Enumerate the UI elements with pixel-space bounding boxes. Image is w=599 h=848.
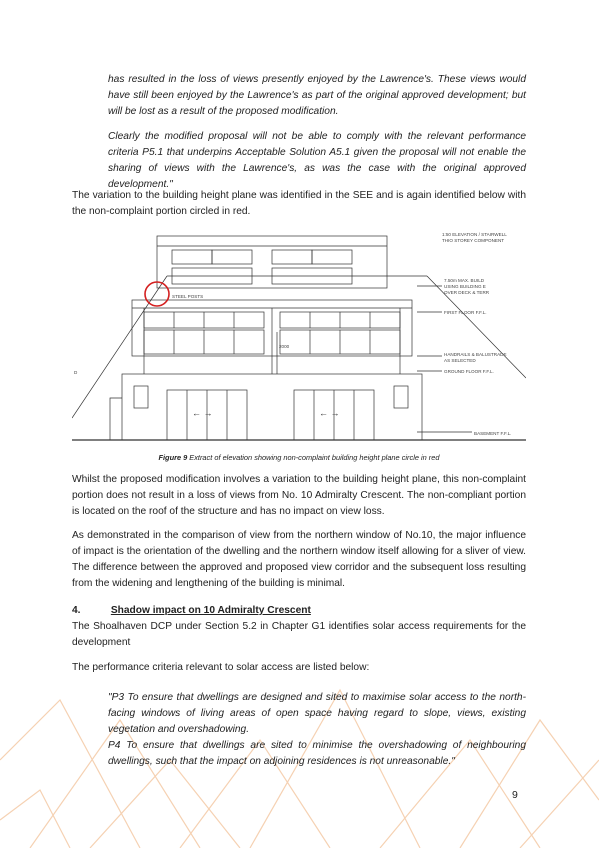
section-heading bbox=[72, 605, 311, 616]
page-number: 9 bbox=[512, 789, 518, 801]
label-top-right-small: 1:50 ELEVATION / STAIRWELL bbox=[442, 232, 507, 237]
figure-caption-text: Extract of elevation showing non-complaint building height plane circle in red bbox=[189, 453, 440, 462]
label-handrails-2: AS SELECTED bbox=[444, 358, 476, 363]
elevation-drawing bbox=[72, 228, 526, 450]
quote-paragraph-1: has resulted in the loss of views presently enjoyed by the Lawrence's. These views would have still been enjoyed by the Lawrence's as part of the original approved development; but will be lost as a result of the proposed modification. bbox=[108, 74, 526, 117]
door-arrows-left: ← → bbox=[192, 408, 213, 418]
section-title: Shadow impact on 10 Admiralty Crescent bbox=[110, 605, 311, 616]
criteria-paragraph: The performance criteria relevant to solar access are listed below: bbox=[72, 662, 370, 673]
section-number: 4. bbox=[72, 605, 81, 616]
label-max-height-2: USING BUILDING E bbox=[444, 284, 486, 289]
quote-p3: "P3 To ensure that dwellings are designed and sited to maximise solar access to the north-facing windows of living areas of open space having regard to slope, views, existing vegetation and overshadowing. bbox=[108, 692, 526, 735]
figure-label: Figure 9 bbox=[158, 453, 188, 462]
label-handrails-1: HANDRAILS & BALUSTRADE bbox=[444, 352, 507, 357]
door-arrows-right: ← → bbox=[319, 408, 340, 418]
demonstrated-paragraph: As demonstrated in the comparison of view from the northern window of No.10, the major influence of impact is the orientation of the dwelling and the northern window itself allowing for a sliver of view. The difference between the approved and proposed view corridor and the subsequent loss resulting from the widening and lengthening of the building is minimal. bbox=[72, 530, 526, 589]
label-basement: BASEMENT F.F.L. bbox=[474, 431, 512, 436]
label-steel-posts: STEEL POSTS bbox=[172, 294, 204, 299]
label-first-floor: FIRST FLOOR F.F.L. bbox=[444, 310, 487, 315]
label-dimension: 2000 bbox=[279, 344, 290, 349]
label-max-height-3: OVER DECK & TERR bbox=[444, 290, 490, 295]
label-max-height-1: 7.50m MAX. BUILD bbox=[444, 278, 485, 283]
quote-p4: P4 To ensure that dwellings are sited to minimise the overshadowing of neighbouring dwellings, such that the impact on adjoining residences is not unreasonable." bbox=[108, 740, 526, 767]
quote-paragraph-2: Clearly the modified proposal will not be able to comply with the relevant performance criteria P5.1 that underpins Acceptable Solution A5.1 given the proposal will not enable the sharing of views with the Lawrence's, as was the case with the original approved development." bbox=[108, 131, 526, 190]
label-ground-floor: GROUND FLOOR F.F.L. bbox=[444, 369, 494, 374]
label-left-d: D bbox=[74, 370, 78, 375]
views-paragraph: Whilst the proposed modification involves a variation to the building height plane, this non-complaint portion does not result in a loss of views from No. 10 Admiralty Crescent. The non-compliant portion is located on the roof of the structure and has no impact on view loss. bbox=[72, 474, 526, 517]
variation-intro: The variation to the building height plane was identified in the SEE and is again identified below with the non-complaint portion circled in red. bbox=[72, 190, 526, 217]
label-top-right: THIO STOREY COMPONENT bbox=[442, 238, 505, 243]
figure-caption bbox=[72, 453, 526, 462]
dcp-paragraph: The Shoalhaven DCP under Section 5.2 in Chapter G1 identifies solar access requirements for the development bbox=[72, 621, 526, 648]
